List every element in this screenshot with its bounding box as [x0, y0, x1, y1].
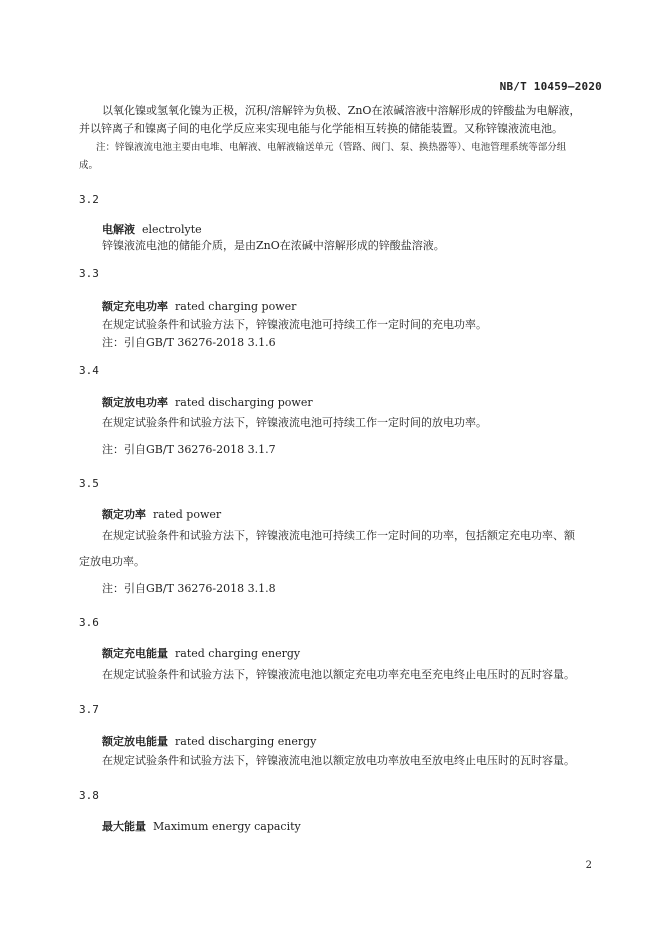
definition-text: 在规定试验条件和试验方法下，锌镍液流电池以额定放电功率放电至放电终止电压时的瓦时容量。 — [102, 754, 575, 767]
term-heading — [102, 645, 300, 661]
definition-text: 在规定试验条件和试验方法下，锌镍液流电池可持续工作一定时间的充电功率。 — [102, 318, 487, 331]
intro-paragraph-line-2: 并以锌离子和镍离子间的电化学反应来实现电能与化学能相互转换的储能装置。又称锌镍液流电池。 — [79, 122, 563, 135]
page-number: 2 — [585, 860, 592, 871]
reference-note: 注：引自GB/T 36276-2018 3.1.6 — [102, 336, 276, 349]
term-heading — [102, 818, 301, 834]
section-number: 3.6 — [79, 616, 99, 629]
document-header-id: NB/T 10459—2020 — [499, 80, 602, 93]
term-english: Maximum energy capacity — [153, 820, 301, 833]
intro-paragraph-line-1: 以氧化镍或氢氧化镍为正极，沉积/溶解锌为负极、ZnO在浓碱溶液中溶解形成的锌酸盐为电解液， — [102, 104, 581, 117]
term-chinese: 额定功率 — [102, 508, 146, 521]
term-chinese: 电解液 — [102, 223, 135, 236]
term-chinese: 额定充电功率 — [102, 300, 168, 313]
term-heading — [102, 506, 221, 522]
section-number: 3.3 — [79, 267, 99, 280]
section-number: 3.8 — [79, 789, 99, 802]
intro-note-line-1: 注：锌镍液流电池主要由电堆、电解液、电解液输送单元（管路、阀门、泵、换热器等）、电池管理系统等部分组 — [96, 142, 567, 153]
term-chinese: 额定放电功率 — [102, 396, 168, 409]
term-english: rated power — [153, 508, 222, 521]
definition-text-continued: 定放电功率。 — [79, 555, 145, 568]
reference-note: 注：引自GB/T 36276-2018 3.1.8 — [102, 582, 276, 595]
section-number: 3.7 — [79, 703, 99, 716]
term-chinese: 额定放电能量 — [102, 735, 168, 748]
term-english: rated discharging power — [175, 396, 313, 409]
section-number: 3.2 — [79, 193, 99, 206]
section-number: 3.4 — [79, 364, 99, 377]
term-english: electrolyte — [142, 223, 202, 236]
intro-note-line-2: 成。 — [79, 160, 99, 171]
section-number: 3.5 — [79, 477, 99, 490]
term-chinese: 最大能量 — [102, 820, 146, 833]
term-english: rated charging power — [175, 300, 297, 313]
term-heading — [102, 221, 202, 237]
definition-text: 在规定试验条件和试验方法下，锌镍液流电池可持续工作一定时间的放电功率。 — [102, 416, 487, 429]
term-chinese: 额定充电能量 — [102, 647, 168, 660]
term-heading — [102, 298, 296, 314]
reference-note: 注：引自GB/T 36276-2018 3.1.7 — [102, 443, 276, 456]
term-heading — [102, 394, 313, 410]
term-english: rated charging energy — [175, 647, 301, 660]
definition-text: 锌镍液流电池的储能介质，是由ZnO在浓碱中溶解形成的锌酸盐溶液。 — [102, 239, 445, 252]
definition-text: 在规定试验条件和试验方法下，锌镍液流电池可持续工作一定时间的功率，包括额定充电功率、额 — [102, 529, 575, 542]
term-english: rated discharging energy — [175, 735, 317, 748]
definition-text: 在规定试验条件和试验方法下，锌镍液流电池以额定充电功率充电至充电终止电压时的瓦时容量。 — [102, 668, 575, 681]
term-heading — [102, 733, 316, 749]
